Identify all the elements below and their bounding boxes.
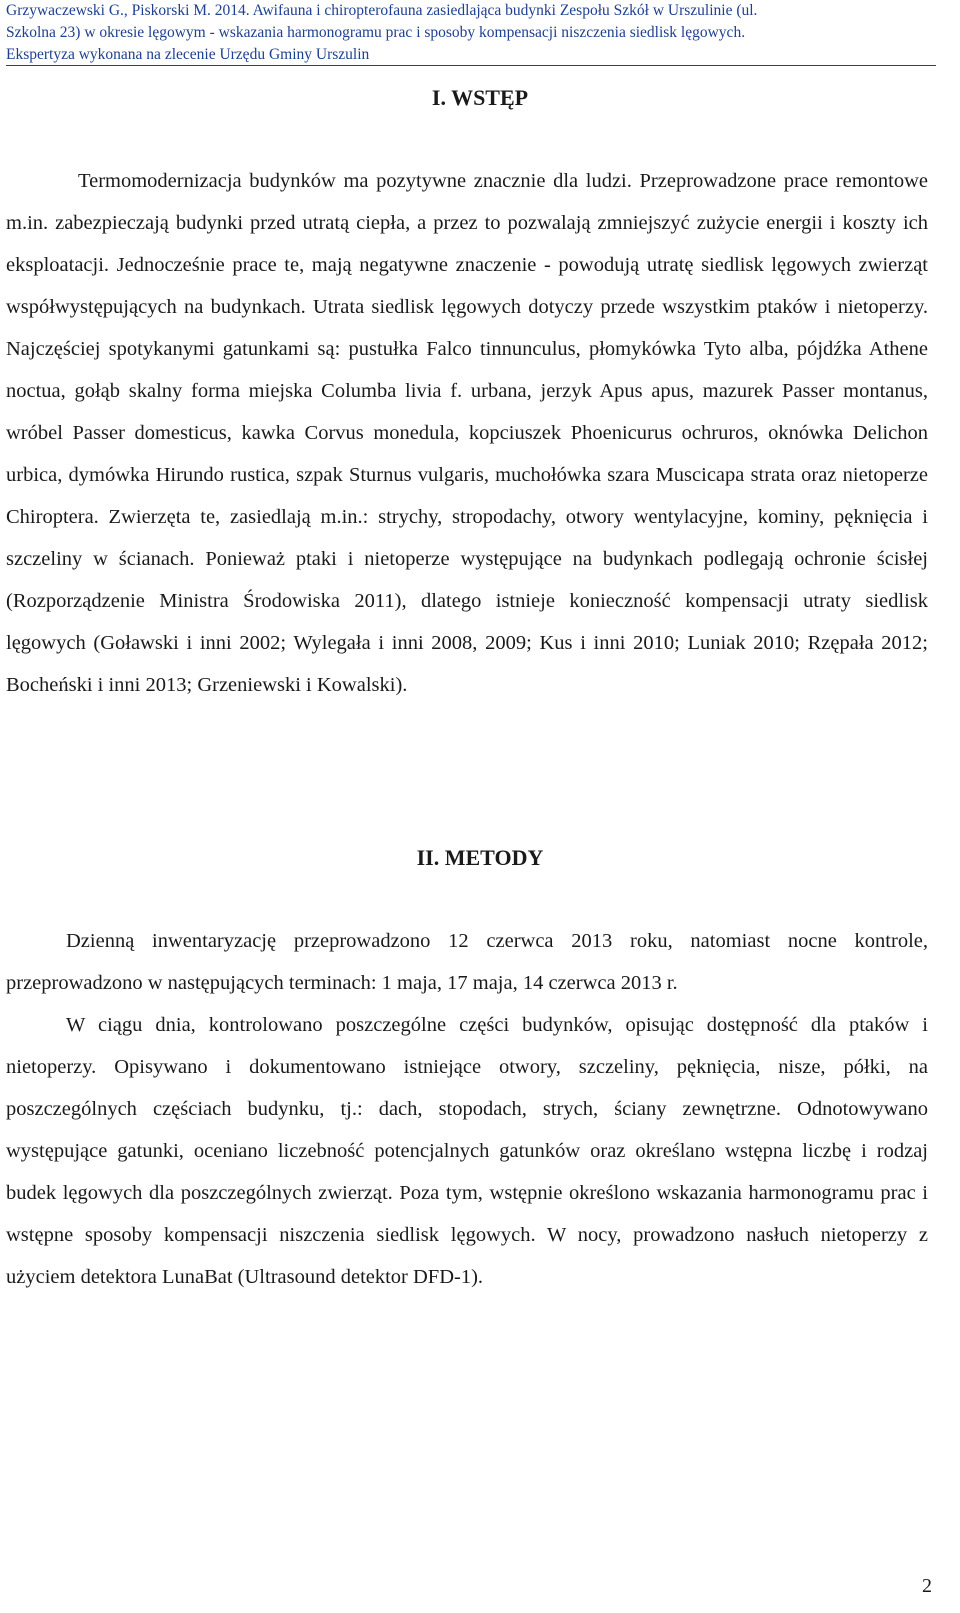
- methods-paragraph-2: W ciągu dnia, kontrolowano poszczególne części budynków, opisując dostępność dla ptaków i nietoperzy. Opisywano i dokumentowano istniejące otwory, szczeliny, pęknięcia, nisze, półki, na poszczególnych częściach budynku, tj.: dach, stopodach, strych, ściany zewnętrzne. Odnotowywano występujące gatunki, oceniano liczebność potencjalnych gatunków oraz określano wstępna liczbę i rodzaj budek lęgowych dla poszczególnych zwierząt. Poza tym, wstępnie określono wskazania harmonogramu prac i wstępne sposoby kompensacji niszczenia siedlisk lęgowych. W nocy, prowadzono nasłuch nietoperzy z użyciem detektora LunaBat (Ultrasound detektor DFD-1).: [6, 1014, 928, 1288]
- header-line-2: Szkolna 23) w okresie lęgowym - wskazania harmonogramu prac i sposoby kompensacji niszczenia siedlisk lęgowych.: [6, 24, 746, 41]
- running-header: [6, 0, 946, 66]
- section-title-methods: II. METODY: [416, 845, 544, 870]
- methods-paragraph-1: Dzienną inwentaryzację przeprowadzono 12 czerwca 2013 roku, natomiast nocne kontrole, przeprowadzono w następujących terminach: 1 maja, 17 maja, 14 czerwca 2013 r.: [6, 930, 928, 994]
- intro-paragraph: Termomodernizacja budynków ma pozytywne znacznie dla ludzi. Przeprowadzone prace remontowe m.in. zabezpieczają budynki przed utratą ciepła, a przez to pozwalają zmniejszyć zużycie energii i koszty ich eksploatacji. Jednocześnie prace te, mają negatywne znaczenie - powodują utratę siedlisk lęgowych zwierząt współwystępujących na budynkach. Utrata siedlisk lęgowych dotyczy przede wszystkim ptaków i nietoperzy. Najczęściej spotykanymi gatunkami są: pustułka Falco tinnunculus, płomykówka Tyto alba, pójdźka Athene noctua, gołąb skalny forma miejska Columba livia f. urbana, jerzyk Apus apus, mazurek Passer montanus, wróbel Passer domesticus, kawka Corvus monedula, kopciuszek Phoenicurus ochruros, oknówka Delichon urbica, dymówka Hirundo rustica, szpak Sturnus vulgaris, muchołówka szara Muscicapa strata oraz nietoperze Chiroptera. Zwierzęta te, zasiedlają m.in.: strychy, stropodachy, otwory wentylacyjne, kominy, pęknięcia i szczeliny w ścianach. Ponieważ ptaki i nietoperze występujące na budynkach podlegają ochronie ścisłej (Rozporządzenie Ministra Środowiska 2011), dlatego istnieje konieczność kompensacji utraty siedlisk lęgowych (Goławski i inni 2002; Wylegała i inni 2008, 2009; Kus i inni 2010; Luniak 2010; Rzępała 2012; Bocheński i inni 2013; Grzeniewski i Kowalski).: [6, 170, 928, 696]
- header-line-1: Grzywaczewski G., Piskorski M. 2014. Awifauna i chiropterofauna zasiedlająca budynki Zespołu Szkół w Urszulinie (ul.: [6, 2, 758, 19]
- header-divider: [6, 65, 936, 66]
- header-line-3: Ekspertyza wykonana na zlecenie Urzędu Gminy Urszulin: [6, 46, 370, 63]
- section-title-intro: I. WSTĘP: [431, 85, 529, 110]
- page-number: 2: [922, 1575, 932, 1597]
